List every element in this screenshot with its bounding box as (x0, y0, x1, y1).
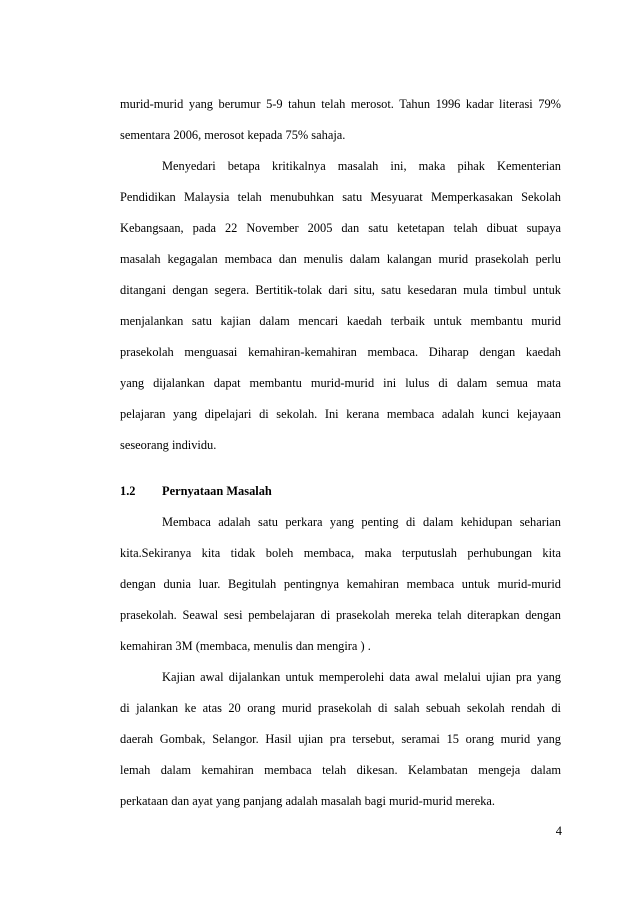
paragraph-4-line-1: Kajian awal dijalankan untuk memperolehi data awal melalui ujian pra yang (162, 670, 561, 684)
paragraph-2-line-1: Menyedari betapa kritikalnya masalah ini, maka pihak Kementerian (162, 159, 561, 173)
page-number: 4 (555, 824, 562, 838)
paragraph-3-line-1: Membaca adalah satu perkara yang penting di dalam kehidupan seharian (162, 515, 561, 529)
paragraph-3-line-3: dengan dunia luar. Begitulah pentingnya kemahiran membaca untuk murid-murid (120, 577, 561, 591)
paragraph-2-line-3: Kebangsaan, pada 22 November 2005 dan satu ketetapan telah dibuat supaya (120, 221, 561, 235)
paragraph-2-line-5: ditangani dengan segera. Bertitik-tolak dari situ, satu kesedaran mula timbul untuk (120, 283, 561, 297)
paragraph-3-line-4: prasekolah. Seawal sesi pembelajaran di prasekolah mereka telah diterapkan dengan (120, 608, 561, 622)
paragraph-4-line-2: di jalankan ke atas 20 orang murid prasekolah di salah sebuah sekolah rendah di (120, 701, 561, 715)
paragraph-1-line-2: sementara 2006, merosot kepada 75% sahaja. (120, 128, 346, 142)
section-number: 1.2 (120, 484, 136, 498)
paragraph-2-line-9: pelajaran yang dipelajari di sekolah. Ini kerana membaca adalah kunci kejayaan (120, 407, 561, 421)
paragraph-4-line-3: daerah Gombak, Selangor. Hasil ujian pra tersebut, seramai 15 orang murid yang (120, 732, 561, 746)
paragraph-1-line-1: murid-murid yang berumur 5-9 tahun telah merosot. Tahun 1996 kadar literasi 79% (120, 97, 561, 111)
paragraph-3-line-5: kemahiran 3M (membaca, menulis dan mengira ) . (120, 639, 371, 653)
paragraph-2-line-6: menjalankan satu kajian dalam mencari kaedah terbaik untuk membantu murid (120, 314, 561, 328)
section-title: Pernyataan Masalah (162, 484, 272, 498)
paragraph-4-line-4: lemah dalam kemahiran membaca telah dikesan. Kelambatan mengeja dalam (120, 763, 561, 777)
paragraph-4-line-5: perkataan dan ayat yang panjang adalah masalah bagi murid-murid mereka. (120, 794, 496, 808)
paragraph-2-line-7: prasekolah menguasai kemahiran-kemahiran membaca. Diharap dengan kaedah (120, 345, 561, 359)
paragraph-3-line-2: kita.Sekiranya kita tidak boleh membaca, maka terputuslah perhubungan kita (120, 546, 561, 560)
paragraph-2-line-10: seseorang individu. (120, 438, 217, 452)
paragraph-2-line-4: masalah kegagalan membaca dan menulis dalam kalangan murid prasekolah perlu (120, 252, 561, 266)
paragraph-2-line-8: yang dijalankan dapat membantu murid-murid ini lulus di dalam semua mata (120, 376, 561, 390)
paragraph-2-line-2: Pendidikan Malaysia telah menubuhkan satu Mesyuarat Memperkasakan Sekolah (120, 190, 561, 204)
